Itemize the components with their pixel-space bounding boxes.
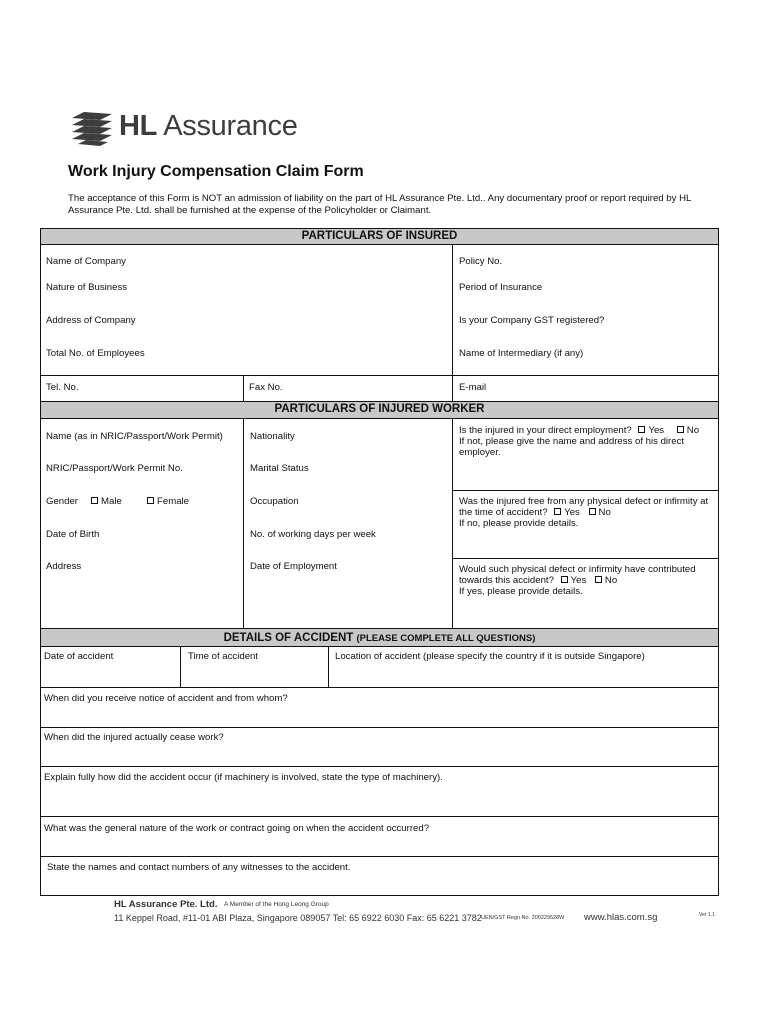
divider bbox=[452, 558, 719, 559]
female-checkbox[interactable] bbox=[147, 497, 154, 504]
footer-member: A Member of the Hong Leong Group bbox=[224, 901, 329, 908]
divider bbox=[328, 647, 329, 687]
footer-version: Ver 1.1 bbox=[699, 912, 715, 918]
footer-gst: UEN/GST Regn No. 200229528W bbox=[481, 915, 565, 921]
divider bbox=[452, 490, 719, 491]
direct-employment-question: Is the injured in your direct employment? Yes No bbox=[459, 425, 700, 436]
nric-field[interactable]: NRIC/Passport/Work Permit No. bbox=[46, 463, 183, 474]
divider bbox=[452, 419, 453, 629]
direct-employment-yes-checkbox[interactable] bbox=[638, 426, 645, 433]
policy-no-field[interactable]: Policy No. bbox=[459, 256, 503, 267]
divider bbox=[180, 647, 181, 687]
accident-location-field[interactable]: Location of accident (please specify the country if it is outside Singapore) bbox=[335, 651, 645, 662]
contributed-yes-checkbox[interactable] bbox=[561, 576, 568, 583]
accident-time-field[interactable]: Time of accident bbox=[188, 651, 259, 662]
divider bbox=[40, 816, 719, 817]
dob-field[interactable]: Date of Birth bbox=[46, 529, 100, 540]
footer-company: HL Assurance Pte. Ltd. bbox=[114, 899, 218, 910]
contributed-followup: If yes, please provide details. bbox=[459, 586, 583, 597]
divider bbox=[40, 766, 719, 767]
cease-work-question[interactable]: When did the injured actually cease work? bbox=[44, 732, 224, 743]
divider bbox=[40, 727, 719, 728]
gender-male-option[interactable]: Male bbox=[91, 496, 122, 507]
worker-heading: PARTICULARS OF INJURED WORKER bbox=[40, 401, 719, 419]
gst-registered-field[interactable]: Is your Company GST registered? bbox=[459, 315, 605, 326]
footer-address: 11 Keppel Road, #11-01 ABI Plaza, Singapore 089057 Tel: 65 6922 6030 Fax: 65 6221 3782 bbox=[114, 913, 482, 923]
worker-address-field[interactable]: Address bbox=[46, 561, 82, 572]
company-address-field[interactable]: Address of Company bbox=[46, 315, 136, 326]
total-employees-field[interactable]: Total No. of Employees bbox=[46, 348, 145, 359]
footer-website[interactable]: www.hlas.com.sg bbox=[584, 912, 658, 923]
insured-heading: PARTICULARS OF INSURED bbox=[40, 228, 719, 245]
contributed-no-checkbox[interactable] bbox=[595, 576, 602, 583]
contributed-question: Would such physical defect or infirmity have contributed towards this accident? Yes No bbox=[459, 564, 696, 586]
accident-date-field[interactable]: Date of accident bbox=[44, 651, 114, 662]
free-defect-question: Was the injured free from any physical defect or infirmity at the time of accident? Yes No bbox=[459, 496, 709, 518]
name-of-company-field[interactable]: Name of Company bbox=[46, 256, 126, 267]
free-defect-no-checkbox[interactable] bbox=[589, 508, 596, 515]
divider bbox=[40, 375, 719, 376]
occupation-field[interactable]: Occupation bbox=[250, 496, 299, 507]
divider bbox=[243, 419, 244, 629]
email-field[interactable]: E-mail bbox=[459, 382, 487, 393]
accident-heading: DETAILS OF ACCIDENT (PLEASE COMPLETE ALL QUESTIONS) bbox=[40, 628, 719, 647]
free-defect-followup: If no, please provide details. bbox=[459, 518, 579, 529]
tel-field[interactable]: Tel. No. bbox=[46, 382, 79, 393]
nature-of-business-field[interactable]: Nature of Business bbox=[46, 282, 128, 293]
divider bbox=[40, 687, 719, 688]
intro-disclaimer: The acceptance of this Form is NOT an admission of liability on the part of HL Assurance Pte. Ltd.. Any documentary proof or report required by HL Assurance Pte. Ltd. shall be furnished at the expense of the Policyholder or Claimant. bbox=[68, 193, 692, 216]
divider bbox=[452, 245, 453, 402]
divider bbox=[243, 375, 244, 402]
date-of-employment-field[interactable]: Date of Employment bbox=[250, 561, 337, 572]
form-title: Work Injury Compensation Claim Form bbox=[68, 163, 364, 180]
intermediary-field[interactable]: Name of Intermediary (if any) bbox=[459, 348, 584, 359]
direct-employment-followup: If not, please give the name and address of his direct employer. bbox=[459, 436, 685, 458]
witnesses-question[interactable]: State the names and contact numbers of any witnesses to the accident. bbox=[47, 862, 351, 873]
notice-question[interactable]: When did you receive notice of accident and from whom? bbox=[44, 693, 288, 704]
gender-label: Gender bbox=[46, 496, 78, 507]
period-of-insurance-field[interactable]: Period of Insurance bbox=[459, 282, 543, 293]
marital-status-field[interactable]: Marital Status bbox=[250, 463, 309, 474]
logo-wordmark: HL Assurance bbox=[119, 110, 298, 142]
explain-accident-question[interactable]: Explain fully how did the accident occur (if machinery is involved, state the type of machinery). bbox=[44, 772, 443, 783]
gender-female-option[interactable]: Female bbox=[147, 496, 189, 507]
divider bbox=[40, 856, 719, 857]
work-nature-question[interactable]: What was the general nature of the work or contract going on when the accident occurred? bbox=[44, 823, 430, 834]
worker-name-field[interactable]: Name (as in NRIC/Passport/Work Permit) bbox=[46, 431, 223, 442]
free-defect-yes-checkbox[interactable] bbox=[554, 508, 561, 515]
hl-assurance-logo bbox=[68, 104, 118, 150]
fax-field[interactable]: Fax No. bbox=[249, 382, 283, 393]
working-days-field[interactable]: No. of working days per week bbox=[250, 529, 376, 540]
nationality-field[interactable]: Nationality bbox=[250, 431, 295, 442]
direct-employment-no-checkbox[interactable] bbox=[677, 426, 684, 433]
male-checkbox[interactable] bbox=[91, 497, 98, 504]
